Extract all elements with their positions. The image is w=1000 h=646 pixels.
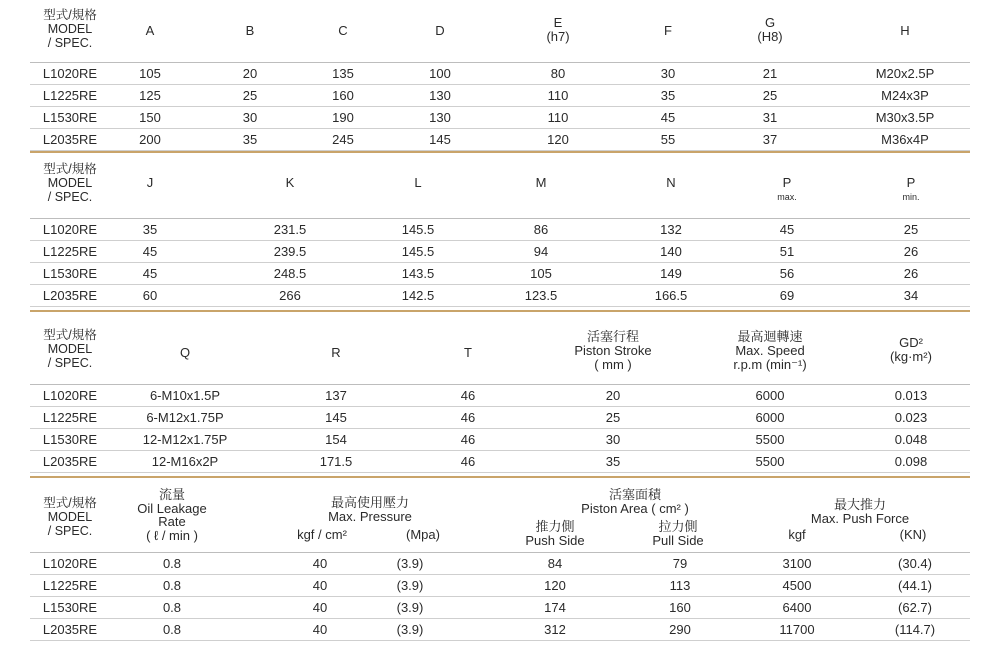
value-cell: 55	[660, 132, 676, 147]
col-header-p-min: P min.	[902, 175, 920, 202]
force-unit-kn: (KN)	[899, 527, 927, 542]
value-cell: 0.013	[894, 388, 928, 403]
value-cell: 312	[544, 622, 566, 637]
value-cell: 145	[325, 410, 347, 425]
model-cell: L1225RE	[42, 578, 98, 593]
model-cell: L1530RE	[42, 266, 98, 281]
col-header-piston-area: 活塞面積 Piston Area ( cm² )	[581, 487, 689, 516]
value-cell: 79	[672, 556, 688, 571]
col-header-oil-leakage: 流量 Oil Leakage Rate ( ℓ / min )	[137, 487, 207, 543]
value-cell: 6400	[782, 600, 812, 615]
col-header-e: E (h7)	[546, 15, 570, 44]
value-cell: 6000	[755, 410, 785, 425]
col-header-r: R	[331, 345, 341, 360]
value-cell: (3.9)	[396, 622, 424, 637]
spec-label: 型式/規格 MODEL / SPEC.	[43, 8, 97, 50]
value-cell: 137	[325, 388, 347, 403]
value-cell: 160	[669, 600, 691, 615]
value-cell: 46	[460, 454, 476, 469]
value-cell: 12-M12x1.75P	[142, 432, 228, 447]
table-header	[30, 6, 970, 62]
table-body	[30, 218, 970, 307]
table-body	[30, 384, 970, 473]
model-cell: L2035RE	[42, 132, 98, 147]
value-cell: 142.5	[401, 288, 435, 303]
value-cell: 45	[660, 110, 676, 125]
value-cell: 154	[325, 432, 347, 447]
model-cell: L1020RE	[42, 388, 98, 403]
model-cell: L2035RE	[42, 288, 98, 303]
model-cell: L1530RE	[42, 600, 98, 615]
value-cell: 46	[460, 432, 476, 447]
value-cell: 125	[139, 88, 161, 103]
value-cell: 0.023	[894, 410, 928, 425]
model-cell: L1020RE	[42, 556, 98, 571]
value-cell: 21	[762, 66, 778, 81]
pressure-unit-mpa: (Mpa)	[406, 527, 440, 542]
value-cell: M20x2.5P	[875, 66, 935, 81]
value-cell: 171.5	[319, 454, 353, 469]
value-cell: 46	[460, 388, 476, 403]
value-cell: 0.8	[162, 578, 182, 593]
value-cell: 145	[429, 132, 451, 147]
value-cell: (44.1)	[898, 578, 932, 593]
value-cell: M24x3P	[881, 88, 929, 103]
model-cell: L1225RE	[42, 88, 98, 103]
value-cell: 25	[605, 410, 621, 425]
value-cell: 135	[332, 66, 354, 81]
value-cell: 239.5	[273, 244, 307, 259]
table-row	[30, 407, 970, 429]
value-cell: 130	[429, 110, 451, 125]
model-cell: L1225RE	[42, 410, 98, 425]
col-header-max-pressure: 最高使用壓力 Max. Pressure	[328, 495, 412, 524]
value-cell: 6-M10x1.5P	[149, 388, 221, 403]
value-cell: 160	[332, 88, 354, 103]
section-divider	[30, 151, 970, 153]
value-cell: (3.9)	[396, 600, 424, 615]
value-cell: M36x4P	[881, 132, 929, 147]
table-row	[30, 129, 970, 151]
table-header	[30, 488, 970, 552]
col-header-pull-side: 拉力側 Pull Side	[652, 519, 704, 548]
force-unit-kgf: kgf	[788, 527, 806, 542]
col-header-f: F	[664, 23, 672, 38]
value-cell: 46	[460, 410, 476, 425]
value-cell: (114.7)	[894, 622, 936, 637]
value-cell: 150	[139, 110, 161, 125]
col-header-k: K	[285, 175, 295, 190]
value-cell: 145.5	[401, 222, 435, 237]
value-cell: 86	[533, 222, 549, 237]
value-cell: 143.5	[401, 266, 435, 281]
value-cell: 35	[142, 222, 158, 237]
value-cell: 140	[660, 244, 682, 259]
value-cell: 45	[142, 244, 158, 259]
value-cell: 174	[544, 600, 566, 615]
value-cell: 5500	[755, 432, 785, 447]
col-header-h: H	[900, 23, 910, 38]
table-body	[30, 62, 970, 151]
table-row	[30, 218, 970, 241]
col-header-d: D	[435, 23, 445, 38]
value-cell: 0.8	[162, 556, 182, 571]
value-cell: 60	[142, 288, 158, 303]
value-cell: 34	[903, 288, 919, 303]
value-cell: 166.5	[654, 288, 688, 303]
value-cell: 25	[762, 88, 778, 103]
value-cell: 35	[660, 88, 676, 103]
value-cell: 40	[312, 622, 328, 637]
section-divider	[30, 310, 970, 312]
value-cell: 105	[139, 66, 161, 81]
value-cell: 130	[429, 88, 451, 103]
performance-table-4	[30, 488, 970, 641]
model-cell: L2035RE	[42, 454, 98, 469]
table-row	[30, 107, 970, 129]
spec-label: 型式/規格 MODEL / SPEC.	[43, 328, 97, 370]
value-cell: 20	[242, 66, 258, 81]
col-header-c: C	[338, 23, 348, 38]
value-cell: (3.9)	[396, 556, 424, 571]
table-row	[30, 575, 970, 597]
section-divider	[30, 476, 970, 478]
value-cell: 110	[547, 110, 569, 125]
value-cell: 6-M12x1.75P	[146, 410, 224, 425]
value-cell: (62.7)	[898, 600, 932, 615]
value-cell: 80	[550, 66, 566, 81]
value-cell: 25	[903, 222, 919, 237]
table-row	[30, 429, 970, 451]
value-cell: 149	[660, 266, 682, 281]
value-cell: 248.5	[273, 266, 307, 281]
table-row	[30, 384, 970, 407]
value-cell: M30x3.5P	[875, 110, 935, 125]
table-row	[30, 241, 970, 263]
value-cell: (30.4)	[898, 556, 932, 571]
value-cell: 4500	[782, 578, 812, 593]
spec-label: 型式/規格 MODEL / SPEC.	[43, 162, 97, 204]
value-cell: 30	[242, 110, 258, 125]
spec-table-3	[30, 326, 970, 473]
table-header	[30, 326, 970, 384]
value-cell: 35	[242, 132, 258, 147]
value-cell: 12-M16x2P	[151, 454, 219, 469]
spec-label: 型式/規格 MODEL / SPEC.	[43, 496, 97, 538]
value-cell: 132	[660, 222, 682, 237]
table-row	[30, 263, 970, 285]
value-cell: 26	[903, 244, 919, 259]
value-cell: 40	[312, 600, 328, 615]
table-row	[30, 62, 970, 85]
value-cell: 200	[139, 132, 161, 147]
value-cell: 113	[669, 578, 691, 593]
col-header-m: M	[535, 175, 547, 190]
value-cell: 231.5	[273, 222, 307, 237]
col-header-max-speed: 最高迴轉速 Max. Speed r.p.m (min⁻¹)	[733, 329, 807, 372]
value-cell: 0.048	[894, 432, 928, 447]
value-cell: 266	[279, 288, 301, 303]
col-header-q: Q	[179, 345, 191, 360]
value-cell: (3.9)	[396, 578, 424, 593]
value-cell: 105	[530, 266, 552, 281]
value-cell: 110	[547, 88, 569, 103]
col-header-j: J	[146, 175, 154, 190]
table-row	[30, 619, 970, 641]
pressure-unit-kgf: kgf / cm²	[297, 527, 347, 542]
col-header-p-max: P max.	[777, 175, 797, 202]
col-header-max-push-force: 最大推力 Max. Push Force	[810, 497, 910, 526]
col-header-l: L	[414, 175, 422, 190]
value-cell: 30	[660, 66, 676, 81]
table-row	[30, 597, 970, 619]
col-header-a: A	[145, 23, 155, 38]
col-header-b: B	[245, 23, 255, 38]
value-cell: 145.5	[401, 244, 435, 259]
value-cell: 20	[605, 388, 621, 403]
value-cell: 290	[669, 622, 691, 637]
value-cell: 45	[142, 266, 158, 281]
col-header-push-side: 推力側 Push Side	[525, 519, 585, 548]
value-cell: 25	[242, 88, 258, 103]
value-cell: 0.098	[894, 454, 928, 469]
value-cell: 123.5	[524, 288, 558, 303]
model-cell: L1225RE	[42, 244, 98, 259]
value-cell: 30	[605, 432, 621, 447]
value-cell: 11700	[779, 622, 815, 637]
value-cell: 100	[429, 66, 451, 81]
table-row	[30, 451, 970, 473]
value-cell: 40	[312, 578, 328, 593]
table-row	[30, 85, 970, 107]
value-cell: 0.8	[162, 600, 182, 615]
value-cell: 6000	[755, 388, 785, 403]
col-header-g: G (H8)	[757, 15, 783, 44]
value-cell: 31	[762, 110, 778, 125]
model-cell: L1530RE	[42, 110, 98, 125]
value-cell: 40	[312, 556, 328, 571]
table-row	[30, 285, 970, 307]
value-cell: 120	[544, 578, 566, 593]
model-cell: L2035RE	[42, 622, 98, 637]
value-cell: 37	[762, 132, 778, 147]
value-cell: 51	[779, 244, 795, 259]
col-header-n: N	[666, 175, 676, 190]
value-cell: 120	[547, 132, 569, 147]
value-cell: 190	[332, 110, 354, 125]
table-header	[30, 160, 970, 218]
value-cell: 3100	[782, 556, 812, 571]
value-cell: 94	[533, 244, 549, 259]
value-cell: 5500	[755, 454, 785, 469]
value-cell: 56	[779, 266, 795, 281]
table-body	[30, 552, 970, 641]
col-header-t: T	[464, 345, 472, 360]
col-header-piston-stroke: 活塞行程 Piston Stroke ( mm )	[574, 329, 652, 372]
value-cell: 26	[903, 266, 919, 281]
value-cell: 84	[547, 556, 563, 571]
model-cell: L1530RE	[42, 432, 98, 447]
dimension-table-1	[30, 6, 970, 151]
table-row	[30, 552, 970, 575]
value-cell: 245	[332, 132, 354, 147]
value-cell: 69	[779, 288, 795, 303]
value-cell: 0.8	[162, 622, 182, 637]
dimension-table-2	[30, 160, 970, 307]
col-header-gd2: GD² (kg·m²)	[890, 335, 932, 364]
model-cell: L1020RE	[42, 222, 98, 237]
value-cell: 45	[779, 222, 795, 237]
model-cell: L1020RE	[42, 66, 98, 81]
value-cell: 35	[605, 454, 621, 469]
